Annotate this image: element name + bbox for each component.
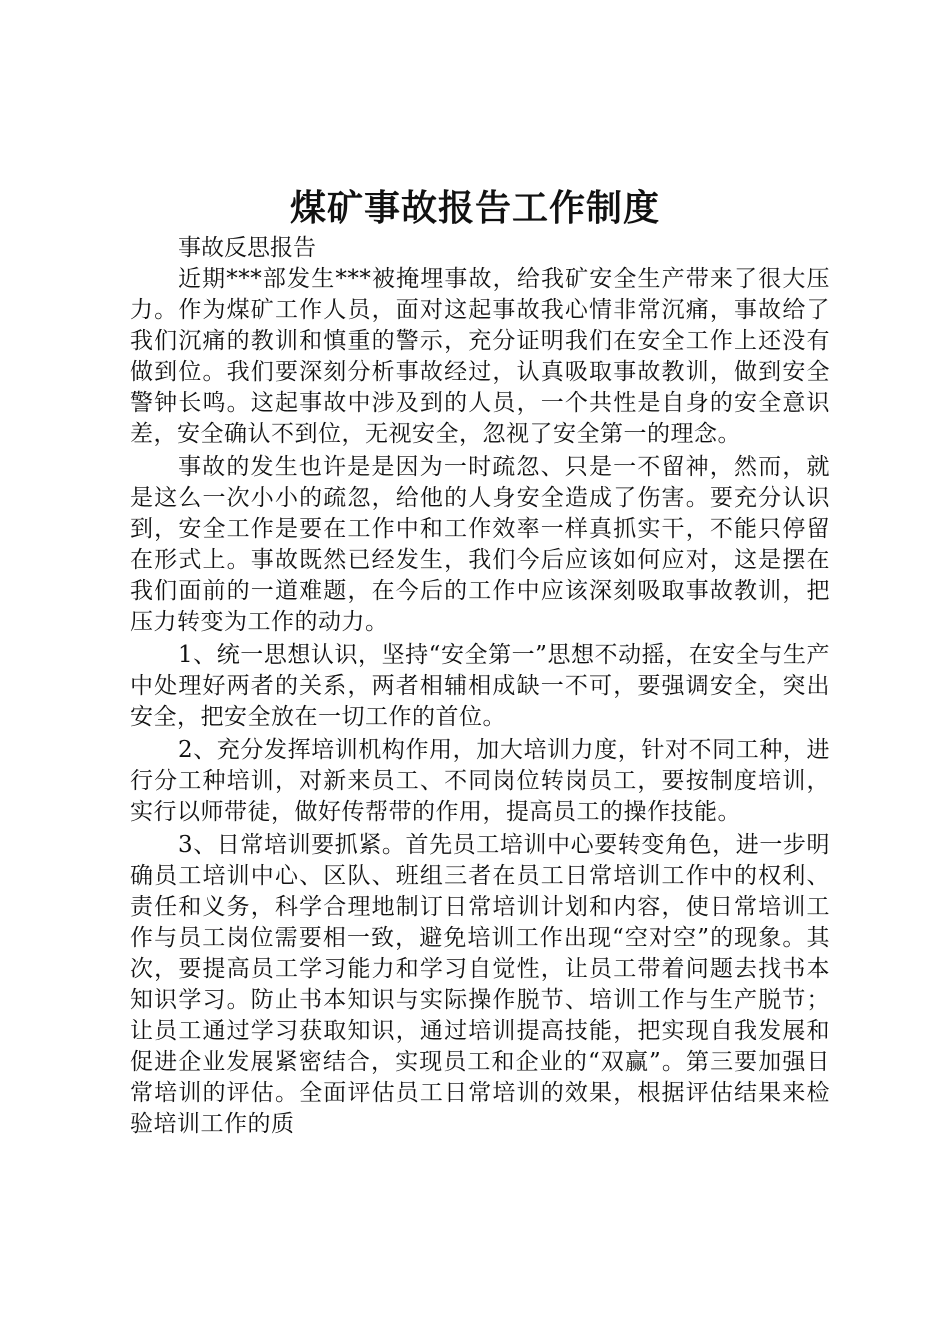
paragraph-item-3: 3、日常培训要抓紧。首先员工培训中心要转变角色，进一步明确员工培训中心、区队、班组三者在员工日常培训工作中的权利、责任和义务，科学合理地制订日常培训计划和内容，使日常培训工作与员工岗位需要相一致，避免培训工作出现“空对空”的现象。其次，要提高员工学习能力和学习自觉性，让员工带着问题去找书本知识学习。防止书本知识与实际操作脱节、培训工作与生产脱节；让员工通过学习获取知识，通过培训提高技能，把实现自我发展和促进企业发展紧密结合，实现员工和企业的“双赢”。第三要加强日常培训的评估。全面评估员工日常培训的效果，根据评估结果来检验培训工作的质 (130, 832, 830, 1137)
paragraph-item-2: 2、充分发挥培训机构作用，加大培训力度，针对不同工种，进行分工种培训，对新来员工、不同岗位转岗员工，要按制度培训，实行以师带徒，做好传帮带的作用，提高员工的操作技能。 (130, 737, 830, 825)
document-title: 煤矿事故报告工作制度 (289, 187, 660, 229)
paragraph-intro: 近期***部发生***被掩埋事故，给我矿安全生产带来了很大压力。作为煤矿工作人员，面对这起事故我心情非常沉痛，事故给了我们沉痛的教训和慎重的警示，充分证明我们在安全工作上还没有做到位。我们要深刻分析事故经过，认真吸取事故教训，做到安全警钟长鸣。这起事故中涉及到的人员，一个共性是自身的安全意识差，安全确认不到位，无视安全，忽视了安全第一的理念。 (130, 266, 830, 447)
paragraph-item-1: 1、统一思想认识，坚持“安全第一”思想不动摇，在安全与生产中处理好两者的关系，两者相辅相成缺一不可，要强调安全，突出安全，把安全放在一切工作的首位。 (130, 642, 830, 730)
paragraph-reflection: 事故的发生也许是是因为一时疏忽、只是一不留神，然而，就是这么一次小小的疏忽，给他的人身安全造成了伤害。要充分认识到，安全工作是要在工作中和工作效率一样真抓实干，不能只停留在形式上。事故既然已经发生，我们今后应该如何应对，这是摆在我们面前的一道难题，在今后的工作中应该深刻吸取事故教训，把压力转变为工作的动力。 (130, 454, 830, 635)
document-subtitle: 事故反思报告 (178, 235, 316, 261)
document-body (130, 232, 830, 1140)
